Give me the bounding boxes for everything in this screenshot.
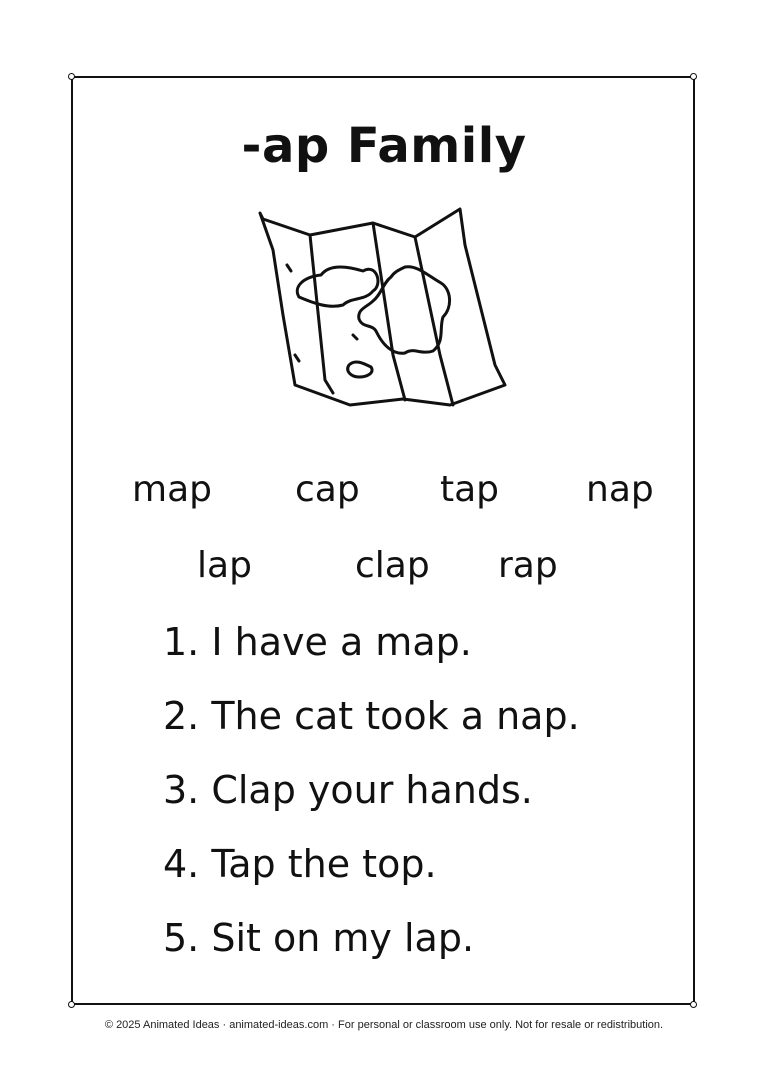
border-corner-bottom-right: [690, 1001, 697, 1008]
word-bank-item: rap: [498, 545, 558, 586]
word-bank-item: nap: [586, 469, 654, 510]
word-bank-item: clap: [355, 545, 430, 586]
folded-map-icon: [255, 205, 511, 415]
border-corner-top-left: [68, 73, 75, 80]
word-bank-item: tap: [440, 469, 500, 510]
sentence-item: 4. Tap the top.: [163, 842, 437, 886]
sentence-item: 1. I have a map.: [163, 620, 472, 664]
sentence-item: 5. Sit on my lap.: [163, 916, 475, 960]
word-bank-item: map: [132, 469, 212, 510]
word-bank-item: lap: [197, 545, 252, 586]
sentence-item: 2. The cat took a nap.: [163, 694, 580, 738]
border-corner-bottom-left: [68, 1001, 75, 1008]
word-bank-item: cap: [295, 469, 360, 510]
worksheet-title: -ap Family: [241, 118, 527, 174]
sentence-item: 3. Clap your hands.: [163, 768, 533, 812]
border-corner-top-right: [690, 73, 697, 80]
copyright-footer: © 2025 Animated Ideas · animated-ideas.com · For personal or classroom use only. Not for resale or redistribution.: [104, 1019, 664, 1031]
